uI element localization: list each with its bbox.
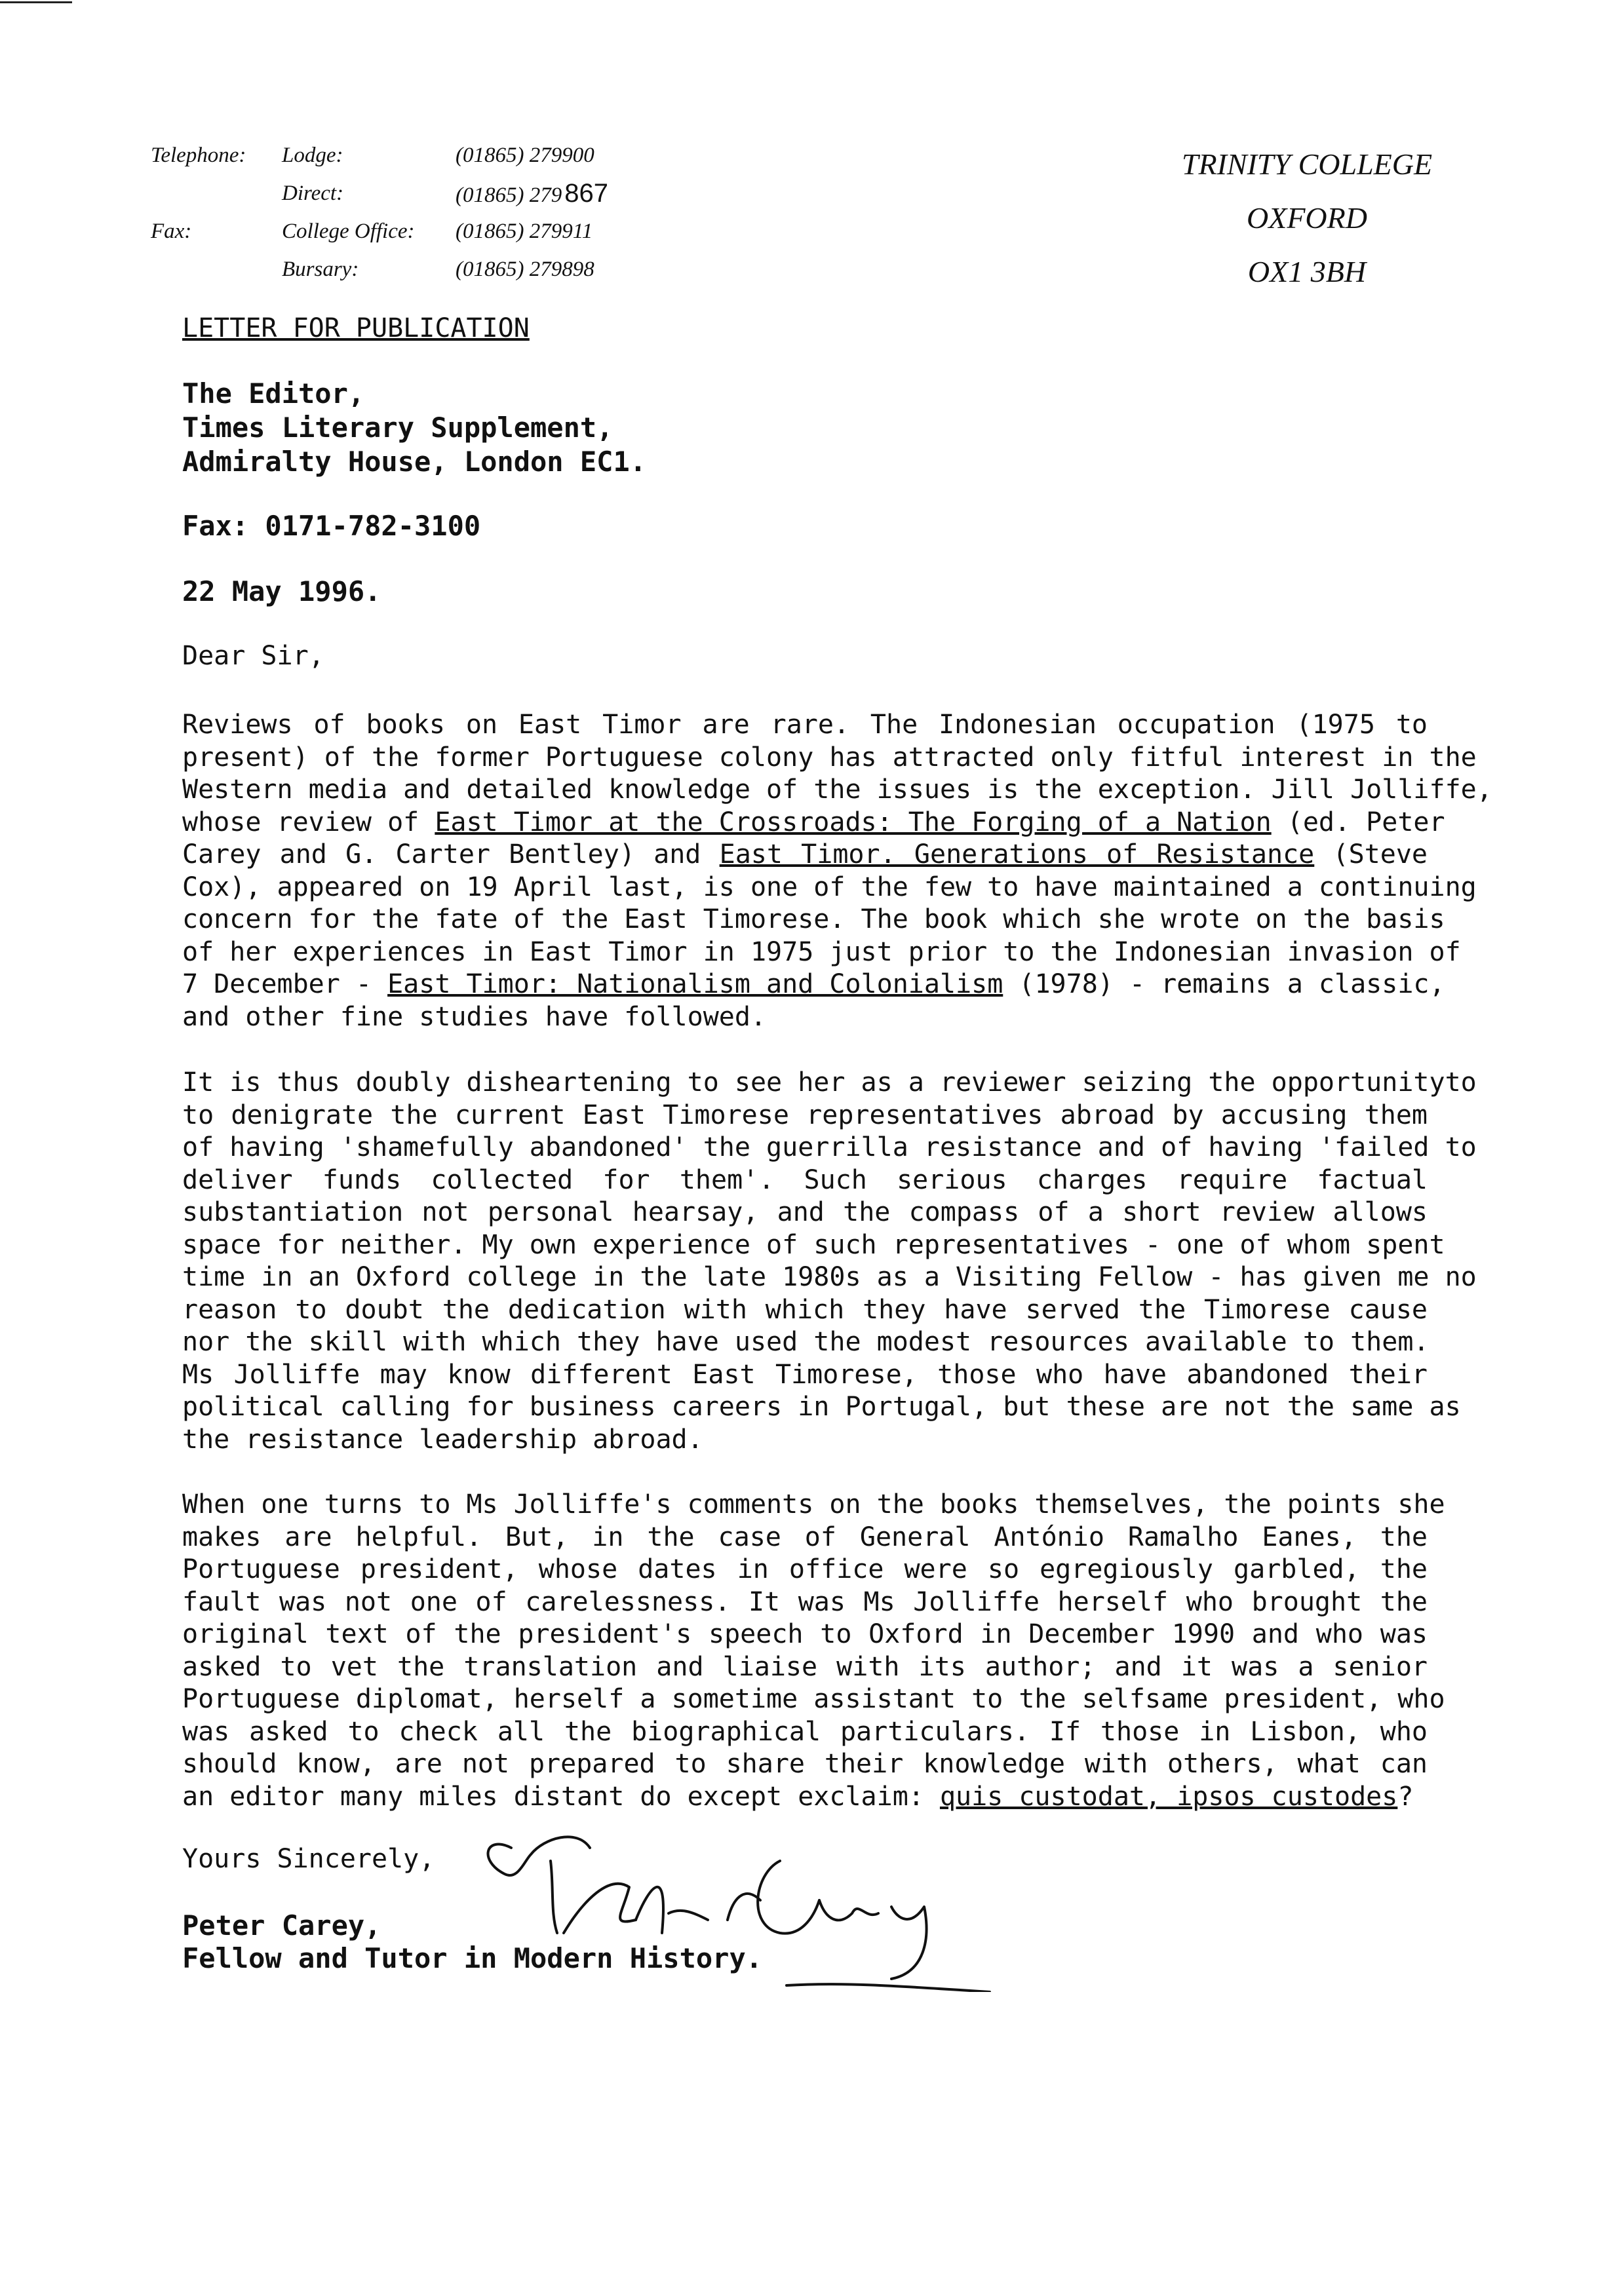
letter-heading: LETTER FOR PUBLICATION [182,313,530,343]
closing: Yours Sincerely, [182,1844,435,1874]
text-line: It is thus doubly disheartening to see her as a reviewer seizing the opportunityto [182,1067,1477,1098]
text-line: reason to doubt the dedication with which they have served the Timorese cause [182,1294,1428,1325]
text-line: nor the skill with which they have used the modest resources available to them. [182,1327,1430,1357]
text-fragment: (Steve [1314,839,1428,870]
text-line: and other fine studies have followed. [182,1001,767,1032]
text-line: space for neither. My own experience of such representatives - one of whom spent [182,1229,1445,1260]
book-title: East Timor. Generations of Resistance [719,839,1315,870]
text-line-with-title [182,1781,1428,1814]
latin-quote: quis custodat, ipsos custodes [939,1781,1398,1812]
contact-row [151,136,741,174]
text-line-with-title [182,807,1445,839]
text-fragment: (ed. Peter [1271,807,1445,837]
contact-sublabel: Bursary: [282,258,359,281]
scan-artifact [0,1,72,3]
contact-number-direct [456,174,608,214]
text-line: time in an Oxford college in the late 1980s as a Visiting Fellow - has given me no [182,1262,1477,1292]
text-fragment: whose review of [182,807,435,837]
text-line-with-title [182,839,1428,871]
text-line: Reviews of books on East Timor are rare. The Indonesian occupation (1975 to [182,710,1428,740]
recipient-line: Admiralty House, London EC1. [182,446,647,478]
text-line: Western media and detailed knowledge of the issues is the exception. Jill Jolliffe, [182,775,1492,805]
text-fragment: Carey and G. Carter Bentley) and [182,839,720,870]
text-line: Portuguese president, whose dates in office were so egregiously garbled, the [182,1554,1428,1584]
contact-sublabel: College Office: [282,220,415,243]
text-line: concern for the fate of the East Timorese. The book which she wrote on the basis [182,904,1445,934]
contact-sublabel: Lodge: [282,144,343,167]
text-line: When one turns to Ms Jolliffe's comments on the books themselves, the points she [182,1489,1445,1520]
text-fragment: an editor many miles distant do except exclaim: [182,1781,940,1812]
handwritten-extension: 867 [564,179,608,208]
letterhead-contacts [151,136,741,288]
contact-row [151,212,741,250]
signatory-name: Peter Carey, [182,1909,381,1942]
contact-number: (01865) 279900 [456,144,594,167]
contact-label: Telephone: [151,144,246,167]
contact-number: (01865) 279 [456,183,562,207]
text-fragment: ? [1397,1781,1414,1812]
contact-number: (01865) 279911 [456,220,593,243]
text-line: Portuguese diplomat, herself a sometime assistant to the selfsame president, who [182,1684,1445,1714]
contact-sublabel: Direct: [282,182,344,205]
text-line: political calling for business careers in Portugal, but these are not the same as [182,1392,1461,1422]
recipient-line: Times Literary Supplement, [182,411,613,444]
signatory-title: Fellow and Tutor in Modern History. [182,1942,763,1974]
text-line: should know, are not prepared to share their knowledge with others, what can [182,1749,1428,1779]
salutation: Dear Sir, [182,641,324,671]
text-fragment: (1978) - remains a classic, [1003,969,1445,999]
college-address [1137,138,1477,299]
text-line: makes are helpful. But, in the case of General António Ramalho Eanes, the [182,1521,1428,1552]
letter-date: 22 May 1996. [182,575,381,607]
contact-number: (01865) 279898 [456,258,594,281]
text-line: Cox), appeared on 19 April last, is one of the few to have maintained a continuing [182,871,1477,902]
paragraph-2 [182,1067,1477,1456]
signature-image [472,1822,1009,1992]
college-postcode: OX1 3BH [1247,255,1367,288]
book-title: East Timor: Nationalism and Colonialism [387,969,1003,999]
text-line: Ms Jolliffe may know different East Timorese, those who have abandoned their [182,1359,1428,1390]
paragraph-3 [182,1489,1445,1813]
fax-number: Fax: 0171-782-3100 [182,510,481,542]
text-line: present) of the former Portuguese colony has attracted only fitful interest in the [182,742,1477,773]
text-line: original text of the president's speech to Oxford in December 1990 and who was [182,1619,1428,1649]
contact-row [151,174,741,212]
text-line: deliver funds collected for them'. Such serious charges require factual [182,1164,1428,1195]
recipient-address [182,377,646,479]
contact-row [151,250,741,288]
text-fragment: 7 December - [182,969,388,999]
college-city: OXFORD [1247,201,1367,235]
text-line-with-title [182,968,1445,1001]
text-line: of her experiences in East Timor in 1975 just prior to the Indonesian invasion of [182,936,1461,967]
text-line: to denigrate the current East Timorese representatives abroad by accusing them [182,1100,1428,1130]
text-line: fault was not one of carelessness. It was Ms Jolliffe herself who brought the [182,1586,1428,1617]
recipient-line: The Editor, [182,377,365,410]
text-line: substantiation not personal hearsay, and the compass of a short review allows [182,1197,1428,1227]
text-line: of having 'shamefully abandoned' the guerrilla resistance and of having 'failed to [182,1132,1477,1162]
text-line: the resistance leadership abroad. [182,1424,703,1455]
book-title: East Timor at the Crossroads: The Forging of a Nation [435,807,1272,837]
text-line: asked to vet the translation and liaise with its author; and it was a senior [182,1651,1428,1682]
text-line: was asked to check all the biographical particulars. If those in Lisbon, who [182,1716,1428,1747]
contact-label: Fax: [151,220,192,243]
college-name: TRINITY COLLEGE [1181,147,1433,181]
paragraph-1 [182,709,1492,1033]
